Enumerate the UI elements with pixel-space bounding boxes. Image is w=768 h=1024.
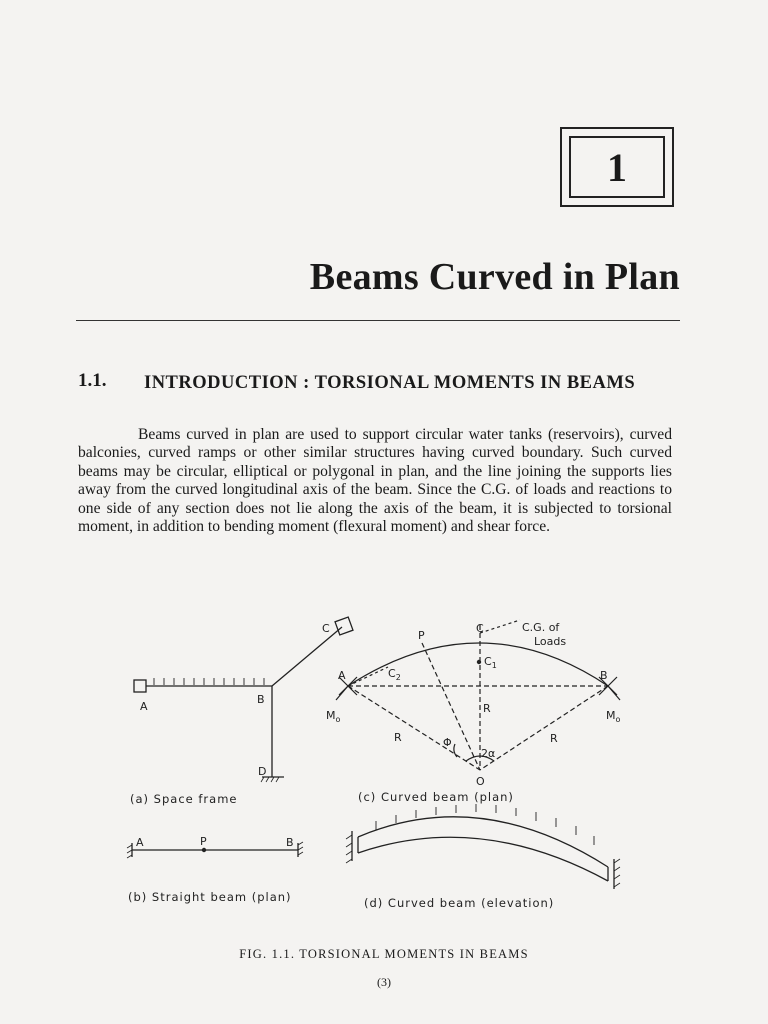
point-p-straight bbox=[202, 848, 206, 852]
title-rule bbox=[76, 320, 680, 321]
sub-caption-c: (c) Curved beam (plan) bbox=[358, 790, 514, 804]
curved-beam-plan-diagram bbox=[336, 620, 620, 770]
label-c-r-left: R bbox=[394, 731, 402, 744]
label-a-c: C bbox=[322, 622, 330, 635]
sub-caption-b: (b) Straight beam (plan) bbox=[128, 890, 292, 904]
beam-top-edge bbox=[358, 817, 608, 867]
intro-paragraph: Beams curved in plan are used to support circular water tanks (reservoirs), curved balconies, curved ramps or other similar structures having curved boundary. Such curved beams may be circular, elliptical or polygonal in plan, and the line joining the supports lies away from the curved longitudinal axis of the beam. Since the C.G. of loads and reactions to one side of any section does not lie along the axis of the beam, it is subjected to torsional moment, in addition to bending moment (flexural moment) and shear force. bbox=[78, 426, 672, 536]
support-c bbox=[335, 617, 353, 635]
label-c-p: P bbox=[418, 629, 425, 642]
space-frame-diagram bbox=[134, 617, 353, 782]
radius-bo bbox=[480, 686, 608, 770]
label-c-2alpha: 2α bbox=[481, 747, 496, 760]
chapter-title: Beams Curved in Plan bbox=[309, 256, 680, 298]
curved-beam-elevation-diagram bbox=[346, 804, 620, 889]
line-a-c2 bbox=[348, 667, 388, 686]
load-arrows-a bbox=[154, 678, 264, 685]
label-c-phi: Φ bbox=[443, 736, 452, 749]
label-c-r-right: R bbox=[550, 732, 558, 745]
label-c-b: B bbox=[600, 669, 608, 682]
radius-ao bbox=[348, 686, 480, 770]
label-a-d: D bbox=[258, 765, 267, 778]
section-number: 1.1. bbox=[78, 370, 107, 391]
label-c-c: C bbox=[476, 622, 484, 635]
label-c-cg2: Loads bbox=[534, 635, 567, 648]
moment-arrow-b bbox=[608, 686, 620, 700]
chapter-number-box bbox=[560, 127, 674, 207]
point-c1 bbox=[477, 660, 481, 664]
section-heading: INTRODUCTION : TORSIONAL MOMENTS IN BEAMS bbox=[144, 373, 636, 393]
label-b-b: B bbox=[286, 836, 294, 849]
label-a-b: B bbox=[257, 693, 265, 706]
member-bc bbox=[272, 627, 342, 686]
chapter-number: 1 bbox=[569, 136, 665, 198]
straight-beam-diagram bbox=[127, 842, 303, 858]
label-b-a: A bbox=[136, 836, 144, 849]
figure-1-1 bbox=[100, 605, 640, 915]
curved-axis-arc bbox=[348, 643, 608, 686]
label-c-mo-right: $M_o$ bbox=[606, 709, 621, 724]
moment-arrow-a bbox=[336, 686, 348, 700]
label-a-a: A bbox=[140, 700, 148, 713]
beam-bottom-edge bbox=[358, 837, 608, 881]
label-c-mo-left: $M_o$ bbox=[326, 709, 341, 724]
figure-caption: FIG. 1.1. TORSIONAL MOMENTS IN BEAMS bbox=[239, 947, 529, 961]
label-c-c2: $C_2$ bbox=[388, 667, 401, 682]
label-c-a: A bbox=[338, 669, 346, 682]
label-c-c1: $C_1$ bbox=[484, 655, 497, 670]
sub-caption-d: (d) Curved beam (elevation) bbox=[364, 896, 555, 910]
label-c-o: O bbox=[476, 775, 485, 788]
label-c-cg1: C.G. of bbox=[522, 621, 560, 634]
page-number: (3) bbox=[377, 975, 391, 989]
support-a bbox=[134, 680, 146, 692]
sub-caption-a: (a) Space frame bbox=[130, 792, 238, 806]
leader-cg bbox=[480, 620, 520, 633]
label-b-p: P bbox=[200, 835, 207, 848]
label-c-r-center: R bbox=[483, 702, 491, 715]
